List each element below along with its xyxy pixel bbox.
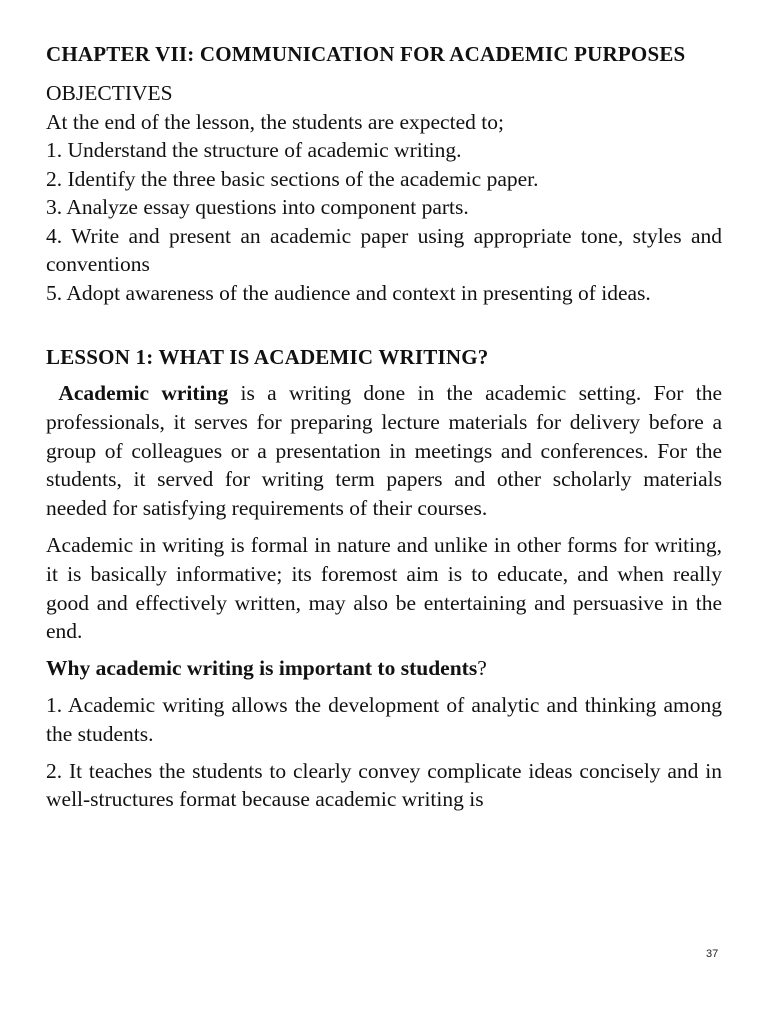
definition-text: is a writing done in the academic setting. For the professionals, it serves for preparing lecture materials for delivery before a group of colleagues or a presentation in meetings and conferences. For the students, it served for writing term papers and other scholarly materials needed for satisfying requirements of their courses. [46,381,723,521]
why-important-heading [46,654,722,683]
why-item-1: 1. Academic writing allows the development of analytic and thinking among the students. [46,692,722,746]
objectives-section [46,79,722,307]
document-page [46,40,722,814]
page-number: 37 [706,948,719,960]
objective-item-2: 2. Identify the three basic sections of the academic paper. [46,166,539,191]
definition-term: Academic writing [58,381,229,405]
objective-item-4: 4. Write and present an academic paper using appropriate tone, styles and conventions [46,223,722,276]
objectives-heading: OBJECTIVES [46,81,173,105]
objective-item-1: 1. Understand the structure of academic writing. [46,138,462,162]
objective-item-3: 3. Analyze essay questions into component parts. [46,195,469,219]
why-item-2: 2. It teaches the students to clearly convey complicate ideas concisely and in well-structures format because academic writing is [46,758,722,812]
definition-paragraph [46,379,722,523]
why-important-heading-mark: ? [477,656,487,681]
formality-paragraph: Academic in writing is formal in nature and unlike in other forms for writing, it is basically informative; its foremost aim is to educate, and when really good and effectively written, may also be entertaining and persuasive in the end. [46,532,722,644]
chapter-title: CHAPTER VII: COMMUNICATION FOR ACADEMIC PURPOSES [46,42,686,66]
objectives-intro: At the end of the lesson, the students are expected to; [46,109,504,134]
objective-item-5: 5. Adopt awareness of the audience and context in presenting of ideas. [46,280,651,305]
lesson-title: LESSON 1: WHAT IS ACADEMIC WRITING? [46,345,489,369]
why-important-heading-text: Why academic writing is important to students [46,656,478,681]
